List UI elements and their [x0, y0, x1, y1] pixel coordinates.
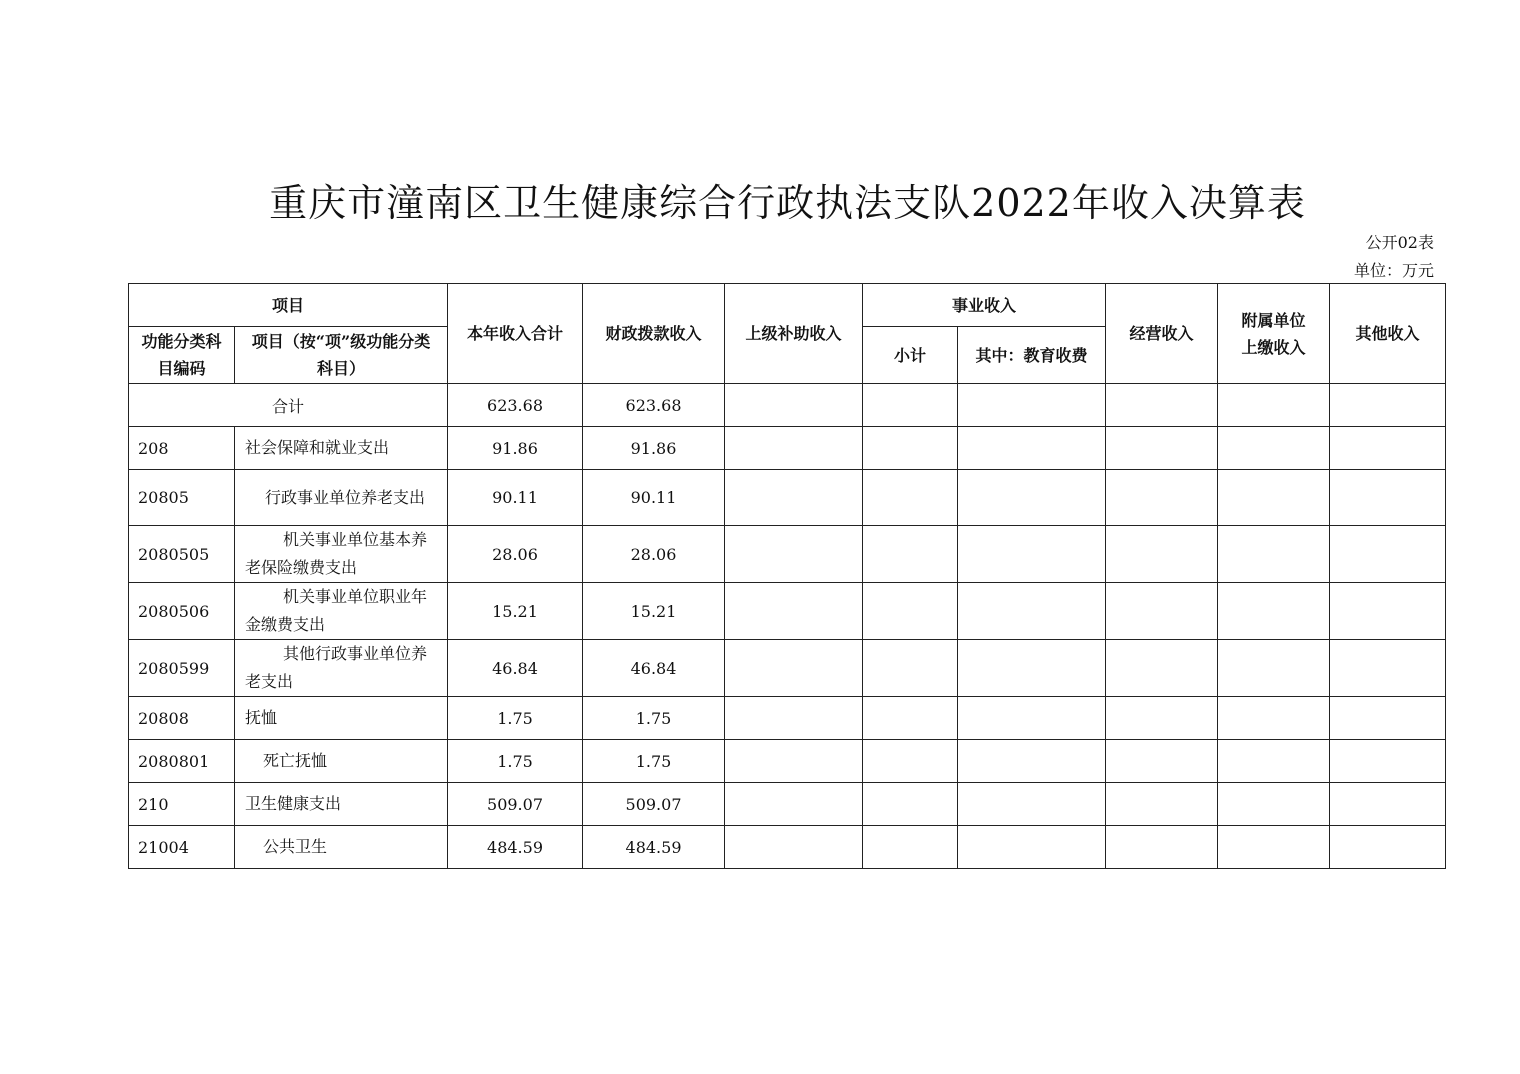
- table-code: 公开02表: [1365, 233, 1434, 252]
- cell-empty: [1218, 640, 1330, 697]
- cell-empty: [1218, 384, 1330, 427]
- cell-empty: [863, 583, 958, 640]
- table-row: [129, 427, 1446, 470]
- cell-total-income: 46.84: [448, 640, 583, 697]
- cell-code: 2080801: [129, 740, 235, 783]
- cell-empty: [863, 826, 958, 869]
- table-row: [129, 583, 1446, 640]
- cell-empty: [725, 470, 863, 526]
- cell-name: 其他行政事业单位养老支出: [235, 640, 448, 697]
- cell-empty: [863, 427, 958, 470]
- cell-total-income: 484.59: [448, 826, 583, 869]
- cell-fiscal: 46.84: [583, 640, 725, 697]
- cell-empty: [725, 740, 863, 783]
- cell-total-income: 28.06: [448, 526, 583, 583]
- header-item-name: 项目（按“项”级功能分类科目）: [235, 327, 448, 384]
- cell-empty: [958, 470, 1106, 526]
- cell-empty: [1218, 783, 1330, 826]
- cell-empty: [863, 470, 958, 526]
- cell-empty: [725, 583, 863, 640]
- cell-empty: [1330, 583, 1446, 640]
- cell-empty: [1106, 427, 1218, 470]
- page-title: 重庆市潼南区卫生健康综合行政执法支队2022年收入决算表: [269, 181, 1306, 225]
- cell-empty: [958, 740, 1106, 783]
- header-item-group: 项目: [129, 284, 448, 327]
- cell-fiscal: 91.86: [583, 427, 725, 470]
- cell-empty: [1330, 826, 1446, 869]
- cell-empty: [1330, 740, 1446, 783]
- header-total-income: 本年收入合计: [448, 284, 583, 384]
- cell-empty: [1330, 427, 1446, 470]
- table-row: [129, 697, 1446, 740]
- cell-empty: [958, 826, 1106, 869]
- cell-empty: [1106, 740, 1218, 783]
- cell-name: 行政事业单位养老支出: [235, 470, 448, 526]
- cell-empty: [1106, 697, 1218, 740]
- cell-empty: [1218, 826, 1330, 869]
- cell-empty: [1106, 783, 1218, 826]
- header-superior-subsidy: 上级补助收入: [725, 284, 863, 384]
- cell-empty: [725, 384, 863, 427]
- table-row: [129, 470, 1446, 526]
- cell-empty: [1218, 740, 1330, 783]
- cell-empty: [1218, 583, 1330, 640]
- cell-empty: [1330, 697, 1446, 740]
- cell-empty: [958, 697, 1106, 740]
- cell-total-income: 1.75: [448, 740, 583, 783]
- cell-name: 机关事业单位基本养老保险缴费支出: [235, 526, 448, 583]
- cell-empty: [958, 783, 1106, 826]
- cell-empty: [958, 640, 1106, 697]
- unit-label: 单位：万元: [1353, 261, 1434, 280]
- cell-code: 210: [129, 783, 235, 826]
- cell-name: 社会保障和就业支出: [235, 427, 448, 470]
- cell-empty: [1330, 526, 1446, 583]
- cell-empty: [1218, 697, 1330, 740]
- cell-empty: [725, 697, 863, 740]
- cell-name: 死亡抚恤: [235, 740, 448, 783]
- cell-code: 20805: [129, 470, 235, 526]
- cell-empty: [725, 526, 863, 583]
- cell-fiscal: 1.75: [583, 697, 725, 740]
- cell-total-income: 91.86: [448, 427, 583, 470]
- cell-fiscal: 509.07: [583, 783, 725, 826]
- table-row-total: [129, 384, 1446, 427]
- cell-empty: [1106, 640, 1218, 697]
- cell-empty: [1218, 427, 1330, 470]
- cell-total-income: 1.75: [448, 697, 583, 740]
- header-affiliated: 附属单位上缴收入: [1218, 284, 1330, 384]
- total-label: 合计: [129, 384, 448, 427]
- table-row: [129, 526, 1446, 583]
- cell-empty: [1330, 783, 1446, 826]
- cell-total-income: 509.07: [448, 783, 583, 826]
- cell-name: 卫生健康支出: [235, 783, 448, 826]
- cell-empty: [958, 384, 1106, 427]
- cell-fiscal: 1.75: [583, 740, 725, 783]
- cell-name: 抚恤: [235, 697, 448, 740]
- cell-empty: [1330, 640, 1446, 697]
- cell-empty: [863, 783, 958, 826]
- header-fiscal: 财政拨款收入: [583, 284, 725, 384]
- cell-empty: [958, 526, 1106, 583]
- cell-fiscal: 623.68: [583, 384, 725, 427]
- cell-empty: [1106, 583, 1218, 640]
- cell-code: 2080506: [129, 583, 235, 640]
- cell-code: 2080599: [129, 640, 235, 697]
- income-table: [128, 283, 1446, 869]
- cell-code: 208: [129, 427, 235, 470]
- header-other: 其他收入: [1330, 284, 1446, 384]
- table-row: [129, 826, 1446, 869]
- cell-empty: [725, 640, 863, 697]
- cell-total-income: 623.68: [448, 384, 583, 427]
- cell-empty: [863, 384, 958, 427]
- cell-total-income: 90.11: [448, 470, 583, 526]
- cell-empty: [958, 427, 1106, 470]
- cell-empty: [1106, 526, 1218, 583]
- header-func-code: 功能分类科目编码: [129, 327, 235, 384]
- cell-fiscal: 484.59: [583, 826, 725, 869]
- cell-empty: [1330, 384, 1446, 427]
- cell-code: 20808: [129, 697, 235, 740]
- cell-name: 公共卫生: [235, 826, 448, 869]
- cell-empty: [725, 826, 863, 869]
- cell-empty: [1218, 526, 1330, 583]
- header-business-group: 事业收入: [863, 284, 1106, 327]
- header-education-fee: 其中：教育收费: [958, 327, 1106, 384]
- table-row: [129, 640, 1446, 697]
- cell-empty: [1330, 470, 1446, 526]
- cell-code: 2080505: [129, 526, 235, 583]
- cell-empty: [863, 640, 958, 697]
- cell-empty: [1218, 470, 1330, 526]
- cell-empty: [863, 740, 958, 783]
- cell-fiscal: 28.06: [583, 526, 725, 583]
- cell-total-income: 15.21: [448, 583, 583, 640]
- table-row: [129, 783, 1446, 826]
- cell-empty: [863, 526, 958, 583]
- cell-empty: [725, 427, 863, 470]
- table-row: [129, 740, 1446, 783]
- cell-fiscal: 90.11: [583, 470, 725, 526]
- cell-code: 21004: [129, 826, 235, 869]
- cell-empty: [1106, 384, 1218, 427]
- cell-empty: [1106, 826, 1218, 869]
- cell-empty: [725, 783, 863, 826]
- cell-fiscal: 15.21: [583, 583, 725, 640]
- header-subtotal: 小计: [863, 327, 958, 384]
- cell-empty: [958, 583, 1106, 640]
- cell-empty: [863, 697, 958, 740]
- cell-name: 机关事业单位职业年金缴费支出: [235, 583, 448, 640]
- cell-empty: [1106, 470, 1218, 526]
- header-operating: 经营收入: [1106, 284, 1218, 384]
